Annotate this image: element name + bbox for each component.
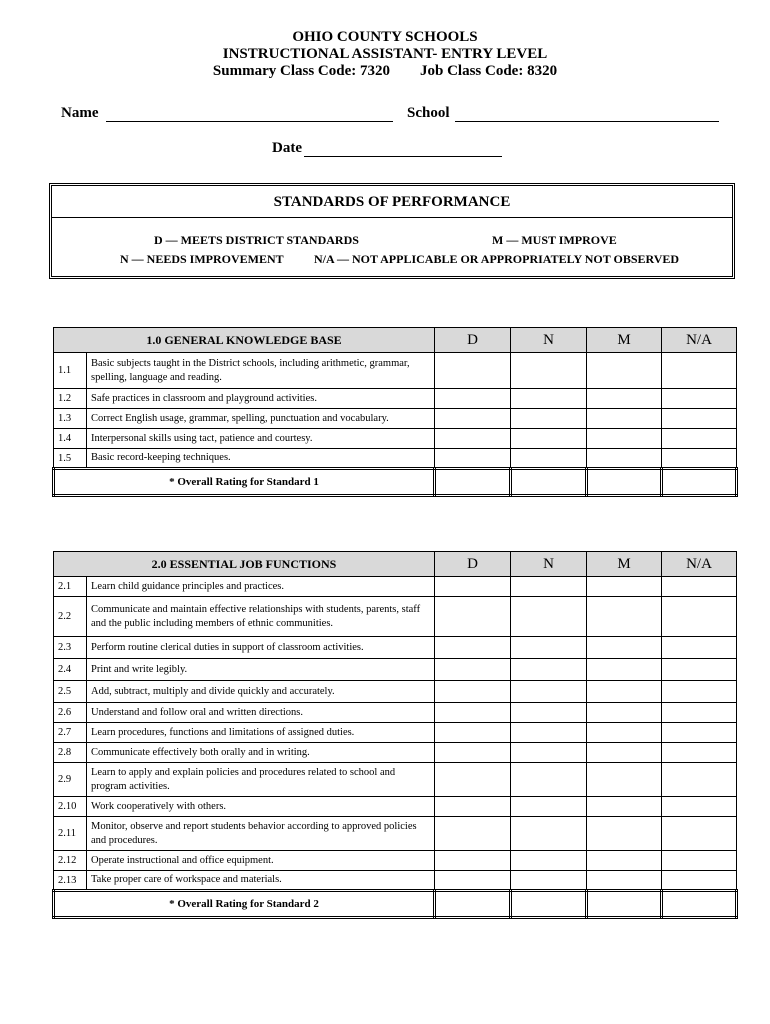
item-number: 2.11 bbox=[54, 817, 87, 851]
rating-cell[interactable] bbox=[511, 763, 587, 797]
item-number: 2.1 bbox=[54, 577, 87, 597]
rating-cell[interactable] bbox=[435, 797, 511, 817]
table-row bbox=[54, 723, 737, 743]
legend-n: N — NEEDS IMPROVEMENT bbox=[120, 252, 284, 266]
rating-column-header: N bbox=[511, 328, 587, 353]
rating-cell[interactable] bbox=[511, 703, 587, 723]
item-number: 1.3 bbox=[54, 409, 87, 429]
rating-cell[interactable] bbox=[662, 577, 737, 597]
overall-rating-label: * Overall Rating for Standard 1 bbox=[54, 469, 435, 496]
rating-cell[interactable] bbox=[662, 763, 737, 797]
item-number: 2.6 bbox=[54, 703, 87, 723]
rating-cell[interactable] bbox=[662, 871, 737, 891]
rating-cell[interactable] bbox=[587, 659, 662, 681]
rating-cell[interactable] bbox=[435, 429, 511, 449]
rating-cell[interactable] bbox=[511, 449, 587, 469]
overall-rating-cell[interactable] bbox=[662, 891, 737, 918]
item-text: Basic record-keeping techniques. bbox=[87, 449, 435, 469]
rating-cell[interactable] bbox=[435, 389, 511, 409]
rating-cell[interactable] bbox=[662, 659, 737, 681]
item-number: 1.1 bbox=[54, 353, 87, 389]
table-row bbox=[54, 681, 737, 703]
rating-cell[interactable] bbox=[435, 409, 511, 429]
item-text: Basic subjects taught in the District schools, including arithmetic, grammar, spelling, language and reading. bbox=[87, 353, 435, 389]
rating-cell[interactable] bbox=[435, 743, 511, 763]
rating-cell[interactable] bbox=[662, 797, 737, 817]
rating-column-header: D bbox=[435, 328, 511, 353]
table-row bbox=[54, 353, 737, 389]
rating-cell[interactable] bbox=[435, 637, 511, 659]
table-row bbox=[54, 703, 737, 723]
rating-cell[interactable] bbox=[662, 723, 737, 743]
table-row bbox=[54, 449, 737, 469]
rating-cell[interactable] bbox=[587, 743, 662, 763]
rating-cell[interactable] bbox=[587, 763, 662, 797]
rating-cell[interactable] bbox=[662, 389, 737, 409]
table-row bbox=[54, 797, 737, 817]
overall-rating-cell[interactable] bbox=[435, 891, 511, 918]
item-text: Interpersonal skills using tact, patience and courtesy. bbox=[87, 429, 435, 449]
item-number: 2.4 bbox=[54, 659, 87, 681]
rating-cell[interactable] bbox=[511, 723, 587, 743]
overall-rating-cell[interactable] bbox=[435, 469, 511, 496]
item-number: 2.13 bbox=[54, 871, 87, 891]
item-text: Add, subtract, multiply and divide quickly and accurately. bbox=[87, 681, 435, 703]
rating-column-header: N bbox=[511, 552, 587, 577]
item-text: Learn procedures, functions and limitations of assigned duties. bbox=[87, 723, 435, 743]
rating-cell[interactable] bbox=[435, 703, 511, 723]
rating-cell[interactable] bbox=[587, 871, 662, 891]
rating-cell[interactable] bbox=[662, 409, 737, 429]
section-title: 1.0 GENERAL KNOWLEDGE BASE bbox=[54, 328, 435, 353]
rating-cell[interactable] bbox=[587, 637, 662, 659]
rating-cell[interactable] bbox=[587, 577, 662, 597]
divider bbox=[52, 217, 732, 218]
item-text: Operate instructional and office equipment. bbox=[87, 851, 435, 871]
rating-cell[interactable] bbox=[662, 353, 737, 389]
item-number: 2.2 bbox=[54, 597, 87, 637]
rating-cell[interactable] bbox=[435, 871, 511, 891]
school-label: School bbox=[407, 105, 450, 121]
item-text: Learn child guidance principles and practices. bbox=[87, 577, 435, 597]
standards-legend-box bbox=[49, 183, 735, 279]
rating-cell[interactable] bbox=[511, 353, 587, 389]
overall-rating-cell[interactable] bbox=[511, 469, 587, 496]
rating-cell[interactable] bbox=[511, 817, 587, 851]
rating-cell[interactable] bbox=[511, 871, 587, 891]
section-header-row bbox=[54, 328, 737, 353]
class-codes: Summary Class Code: 7320 Job Class Code: 8320 bbox=[212, 63, 558, 79]
rating-cell[interactable] bbox=[587, 449, 662, 469]
item-text: Communicate effectively both orally and in writing. bbox=[87, 743, 435, 763]
rating-cell[interactable] bbox=[587, 681, 662, 703]
rating-cell[interactable] bbox=[511, 851, 587, 871]
item-text: Perform routine clerical duties in support of classroom activities. bbox=[87, 637, 435, 659]
rating-cell[interactable] bbox=[511, 389, 587, 409]
legend-m: M — MUST IMPROVE bbox=[492, 233, 617, 247]
rating-cell[interactable] bbox=[587, 597, 662, 637]
rating-cell[interactable] bbox=[435, 577, 511, 597]
table-row bbox=[54, 659, 737, 681]
rating-column-header: M bbox=[587, 328, 662, 353]
rating-cell[interactable] bbox=[662, 449, 737, 469]
district-title: OHIO COUNTY SCHOOLS bbox=[292, 29, 478, 45]
rating-column-header: D bbox=[435, 552, 511, 577]
item-number: 2.9 bbox=[54, 763, 87, 797]
rating-cell[interactable] bbox=[511, 409, 587, 429]
rating-cell[interactable] bbox=[662, 851, 737, 871]
section2-table bbox=[52, 551, 738, 919]
item-text: Understand and follow oral and written directions. bbox=[87, 703, 435, 723]
rating-cell[interactable] bbox=[587, 797, 662, 817]
table-row bbox=[54, 871, 737, 891]
rating-cell[interactable] bbox=[511, 637, 587, 659]
table-row bbox=[54, 409, 737, 429]
rating-cell[interactable] bbox=[511, 597, 587, 637]
legend-d: D — MEETS DISTRICT STANDARDS bbox=[154, 233, 359, 247]
rating-column-header: N/A bbox=[662, 328, 737, 353]
school-field[interactable] bbox=[455, 121, 719, 122]
date-label: Date bbox=[272, 140, 302, 156]
item-text: Take proper care of workspace and materials. bbox=[87, 871, 435, 891]
table-row bbox=[54, 743, 737, 763]
rating-cell[interactable] bbox=[511, 743, 587, 763]
rating-cell[interactable] bbox=[662, 597, 737, 637]
table-row bbox=[54, 597, 737, 637]
name-label: Name bbox=[61, 105, 99, 121]
overall-rating-row bbox=[54, 469, 737, 496]
item-number: 2.5 bbox=[54, 681, 87, 703]
item-text: Print and write legibly. bbox=[87, 659, 435, 681]
rating-cell[interactable] bbox=[587, 723, 662, 743]
table-row bbox=[54, 389, 737, 409]
table-row bbox=[54, 817, 737, 851]
rating-cell[interactable] bbox=[511, 797, 587, 817]
overall-rating-cell[interactable] bbox=[662, 469, 737, 496]
rating-cell[interactable] bbox=[435, 763, 511, 797]
rating-cell[interactable] bbox=[435, 449, 511, 469]
rating-cell[interactable] bbox=[435, 353, 511, 389]
rating-cell[interactable] bbox=[587, 409, 662, 429]
item-number: 1.2 bbox=[54, 389, 87, 409]
table-row bbox=[54, 577, 737, 597]
rating-cell[interactable] bbox=[662, 429, 737, 449]
item-number: 1.5 bbox=[54, 449, 87, 469]
item-text: Learn to apply and explain policies and procedures related to school and program activities. bbox=[87, 763, 435, 797]
section1-table bbox=[52, 327, 738, 497]
rating-cell[interactable] bbox=[435, 597, 511, 637]
section-header-row bbox=[54, 552, 737, 577]
rating-cell[interactable] bbox=[662, 637, 737, 659]
rating-cell[interactable] bbox=[662, 681, 737, 703]
overall-rating-row bbox=[54, 891, 737, 918]
item-text: Monitor, observe and report students behavior according to approved policies and procedures. bbox=[87, 817, 435, 851]
standards-title: STANDARDS OF PERFORMANCE bbox=[273, 194, 511, 210]
rating-cell[interactable] bbox=[662, 703, 737, 723]
item-text: Communicate and maintain effective relationships with students, parents, staff and the public including members of ethnic communities. bbox=[87, 597, 435, 637]
rating-cell[interactable] bbox=[587, 353, 662, 389]
overall-rating-cell[interactable] bbox=[587, 891, 662, 918]
table-row bbox=[54, 851, 737, 871]
rating-cell[interactable] bbox=[587, 817, 662, 851]
item-number: 2.8 bbox=[54, 743, 87, 763]
table-row bbox=[54, 637, 737, 659]
rating-cell[interactable] bbox=[587, 429, 662, 449]
overall-rating-cell[interactable] bbox=[587, 469, 662, 496]
rating-column-header: M bbox=[587, 552, 662, 577]
table-row bbox=[54, 763, 737, 797]
item-number: 2.12 bbox=[54, 851, 87, 871]
rating-cell[interactable] bbox=[511, 659, 587, 681]
overall-rating-label: * Overall Rating for Standard 2 bbox=[54, 891, 435, 918]
name-field[interactable] bbox=[106, 121, 393, 122]
rating-column-header: N/A bbox=[662, 552, 737, 577]
legend-na: N/A — NOT APPLICABLE OR APPROPRIATELY NOT OBSERVED bbox=[314, 252, 680, 266]
table-row bbox=[54, 429, 737, 449]
rating-cell[interactable] bbox=[662, 743, 737, 763]
overall-rating-cell[interactable] bbox=[511, 891, 587, 918]
date-field[interactable] bbox=[304, 156, 502, 157]
rating-cell[interactable] bbox=[435, 851, 511, 871]
rating-cell[interactable] bbox=[435, 817, 511, 851]
rating-cell[interactable] bbox=[435, 659, 511, 681]
rating-cell[interactable] bbox=[662, 817, 737, 851]
item-number: 2.10 bbox=[54, 797, 87, 817]
rating-cell[interactable] bbox=[587, 851, 662, 871]
rating-cell[interactable] bbox=[587, 389, 662, 409]
item-text: Correct English usage, grammar, spelling, punctuation and vocabulary. bbox=[87, 409, 435, 429]
rating-cell[interactable] bbox=[511, 429, 587, 449]
rating-cell[interactable] bbox=[435, 723, 511, 743]
rating-cell[interactable] bbox=[587, 703, 662, 723]
item-number: 2.3 bbox=[54, 637, 87, 659]
section-title: 2.0 ESSENTIAL JOB FUNCTIONS bbox=[54, 552, 435, 577]
item-text: Safe practices in classroom and playground activities. bbox=[87, 389, 435, 409]
rating-cell[interactable] bbox=[435, 681, 511, 703]
item-text: Work cooperatively with others. bbox=[87, 797, 435, 817]
rating-cell[interactable] bbox=[511, 577, 587, 597]
item-number: 1.4 bbox=[54, 429, 87, 449]
item-number: 2.7 bbox=[54, 723, 87, 743]
position-title: INSTRUCTIONAL ASSISTANT- ENTRY LEVEL bbox=[222, 46, 548, 62]
rating-cell[interactable] bbox=[511, 681, 587, 703]
